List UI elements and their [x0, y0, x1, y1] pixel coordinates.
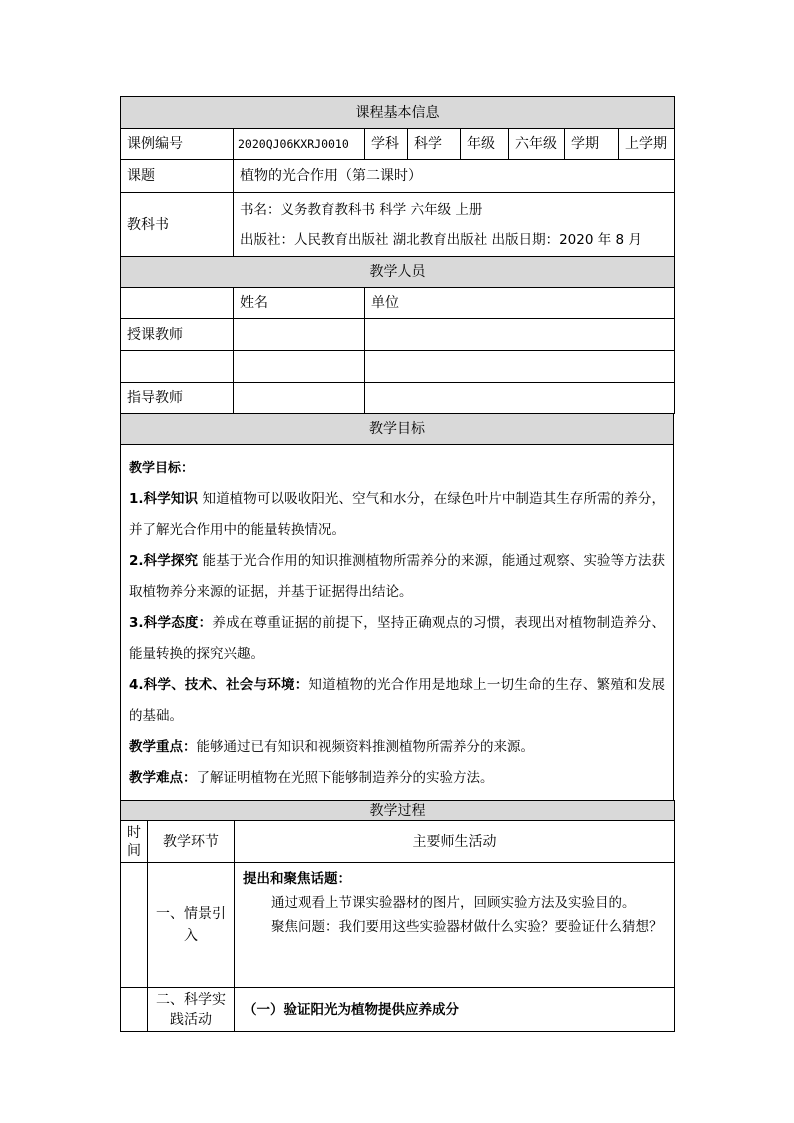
- guide-teacher-unit: [365, 383, 675, 414]
- grade-value: 六年级: [509, 129, 565, 160]
- staff-table: [120, 256, 675, 414]
- guide-teacher-label: 指导教师: [121, 383, 234, 414]
- staff-corner-cell: [121, 288, 234, 319]
- goals-content: [121, 445, 674, 801]
- stage-2-time: [121, 988, 148, 1032]
- goal-item: 4.科学、技术、社会与环境：知道植物的光合作用是地球上一切生命的生存、繁殖和发展的基础。: [129, 677, 665, 724]
- term-label: 学期: [565, 129, 619, 160]
- term-value: 上学期: [619, 129, 675, 160]
- goal-item: 3.科学态度：养成在尊重证据的前提下，坚持正确观点的习惯，表现出对植物制造养分、能量转换的探究兴趣。: [129, 615, 665, 662]
- textbook-label: 教科书: [121, 193, 234, 257]
- process-header: 教学过程: [121, 801, 675, 821]
- name-column-header: 姓名: [234, 288, 365, 319]
- blank-row-label: [121, 351, 234, 383]
- goals-header: 教学目标: [121, 414, 674, 445]
- difficulty-point: 教学难点：了解证明植物在光照下能够制造养分的实验方法。: [129, 770, 494, 786]
- grade-label: 年级: [461, 129, 509, 160]
- topic-value: 植物的光合作用（第二课时）: [234, 160, 675, 193]
- subject-value: 科学: [408, 129, 461, 160]
- goal-item: 2.科学探究 能基于光合作用的知识推测植物所需养分的来源，能通过观察、实验等方法获取植物养分来源的证据，并基于证据得出结论。: [129, 553, 665, 600]
- stage-2-activity: [235, 988, 675, 1032]
- stage-column-header: 教学环节: [148, 821, 235, 863]
- blank-row-name: [234, 351, 365, 383]
- goals-title: 教学目标：: [129, 461, 195, 476]
- teacher-name: [234, 319, 365, 351]
- textbook-line-2: 出版社：人民教育出版社 湖北教育出版社 出版日期：2020 年 8 月: [240, 231, 642, 248]
- topic-label: 课题: [121, 160, 234, 193]
- guide-teacher-name: [234, 383, 365, 414]
- stage-1-activity-p2: 聚焦问题：我们要用这些实验器材做什么实验？要验证什么猜想？: [271, 919, 663, 935]
- goals-table: [120, 413, 674, 801]
- lesson-plan-document: [120, 96, 674, 1032]
- stage-1-activity: [235, 863, 675, 988]
- blank-row-unit: [365, 351, 675, 383]
- subject-label: 学科: [365, 129, 408, 160]
- stage-2-activity-title: （一）验证阳光为植物提供应养成分: [243, 1001, 459, 1018]
- stage-2-name: 二、科学实践活动: [148, 988, 235, 1032]
- course-info-table: [120, 96, 675, 257]
- case-no-label: 课例编号: [121, 129, 234, 160]
- key-point: 教学重点：能够通过已有知识和视频资料推测植物所需养分的来源。: [129, 739, 534, 755]
- stage-1-activity-title: 提出和聚焦话题：: [243, 871, 351, 887]
- stage-1-time: [121, 863, 148, 988]
- textbook-info: [234, 193, 675, 257]
- unit-column-header: 单位: [365, 288, 675, 319]
- case-no-value: 2020QJ06KXRJ0010: [234, 129, 365, 160]
- textbook-line-1: 书名：义务教育教科书 科学 六年级 上册: [240, 201, 483, 218]
- stage-1-activity-p1: 通过观看上节课实验器材的图片，回顾实验方法及实验目的。: [271, 895, 636, 911]
- activity-column-header: 主要师生活动: [235, 821, 675, 863]
- stage-1-name: 一、情景引入: [148, 863, 235, 988]
- time-column-header: 时间: [121, 821, 148, 863]
- course-info-header: 课程基本信息: [121, 97, 675, 129]
- goal-item: 1.科学知识 知道植物可以吸收阳光、空气和水分，在绿色叶片中制造其生存所需的养分，并了解光合作用中的能量转换情况。: [129, 491, 665, 538]
- process-table: [120, 800, 675, 1032]
- staff-header: 教学人员: [121, 257, 675, 288]
- teacher-label: 授课教师: [121, 319, 234, 351]
- teacher-unit: [365, 319, 675, 351]
